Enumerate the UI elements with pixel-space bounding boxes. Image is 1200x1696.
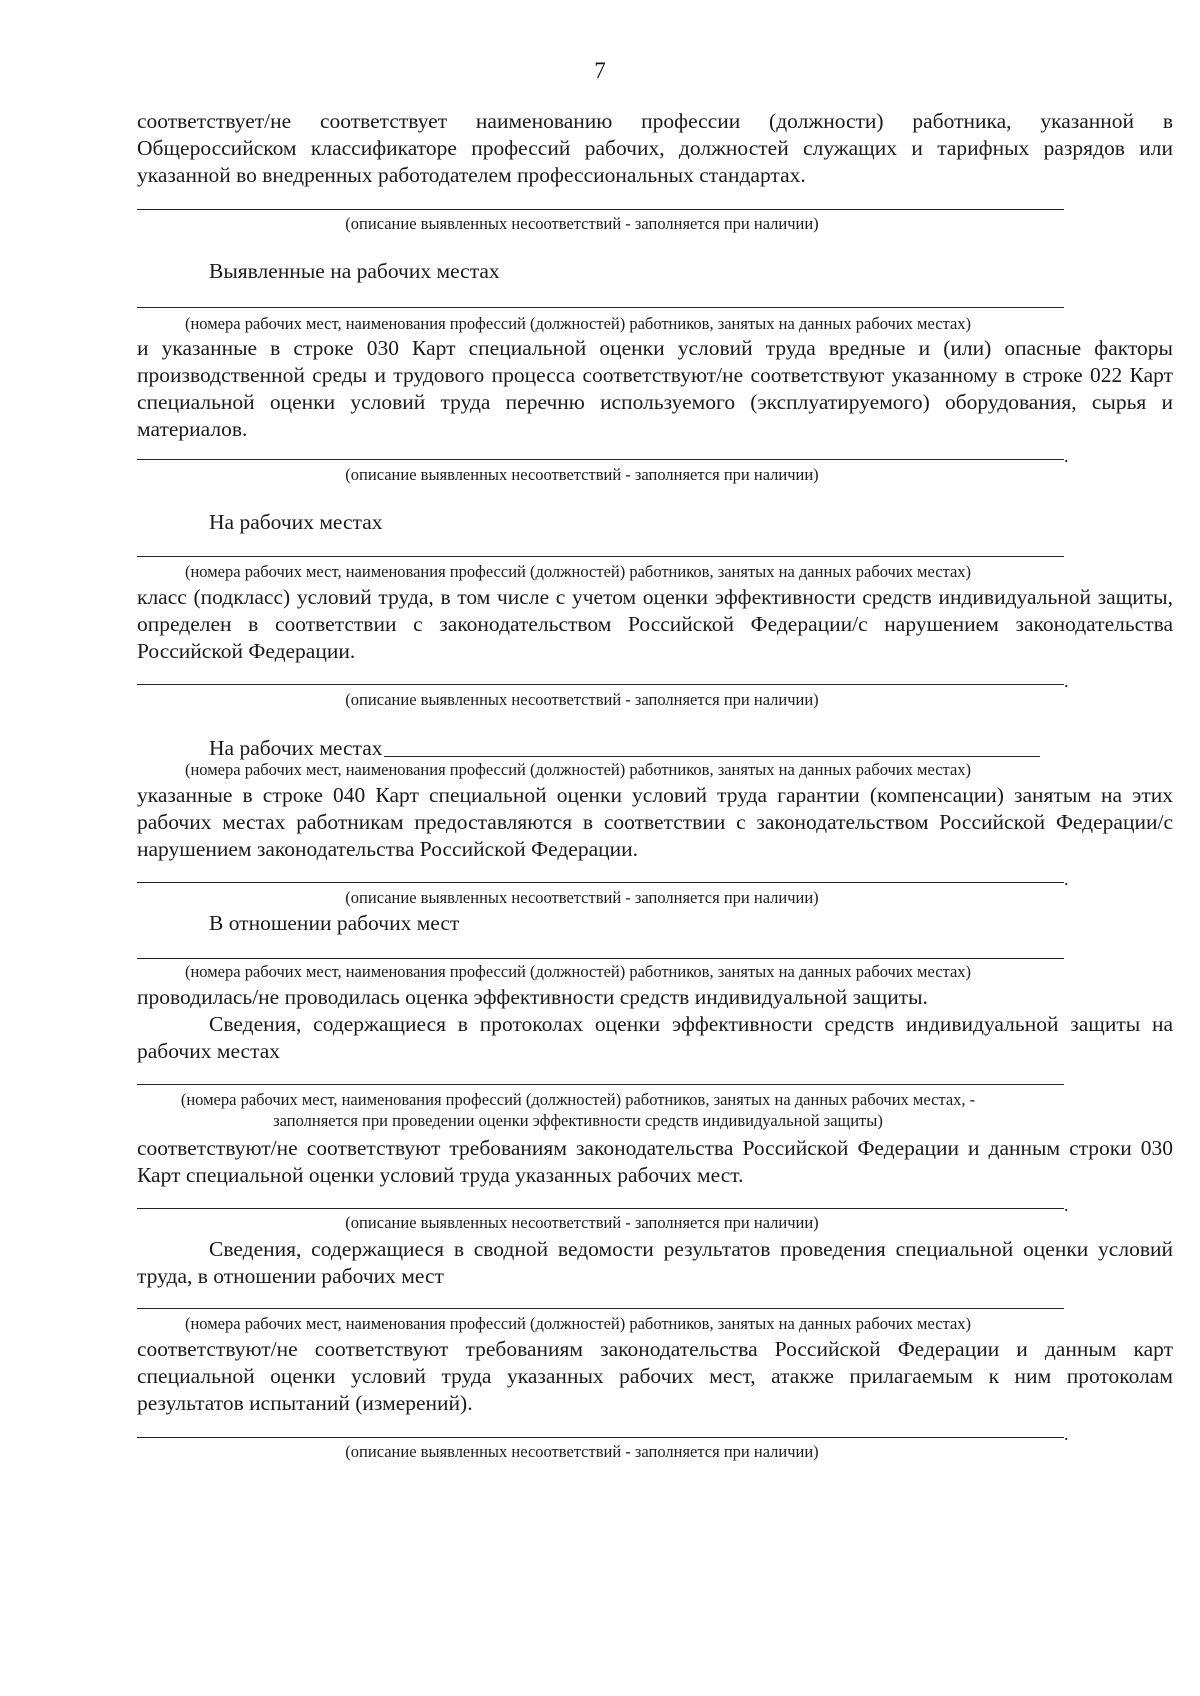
caption-workplaces: (номера рабочих мест, наименования профессий (должностей) работников, занятых на данных рабочих местах)	[184, 1314, 972, 1333]
heading-regarding-workplaces: В отношении рабочих мест	[209, 911, 460, 935]
paragraph-factors: и указанные в строке 030 Карт специальной оценки условий труда вредные и (или) опасные факторы производственной среды и трудового процесса соответствуют/не соответствуют указанному в строке 022 Карт специальной оценки условий труда перечню используемого (эксплуатируемого) оборудования, сырья и материалов.	[137, 336, 1173, 441]
fill-line[interactable]	[137, 307, 1064, 308]
paragraph-ppe-compliance: соответствуют/не соответствуют требованиям законодательства Российской Федерации и данным строки 030 Карт специальной оценки условий труда указанных рабочих мест.	[137, 1136, 1173, 1187]
caption-workplaces: (номера рабочих мест, наименования профессий (должностей) работников, занятых на данных рабочих местах)	[184, 562, 972, 581]
line-end-dot: .	[1064, 869, 1069, 889]
paragraph-working-conditions-class: класс (подкласс) условий труда, в том числе с учетом оценки эффективности средств индивидуальной защиты, определен в соответствии с законодательством Российской Федерации/с нарушением законодательства Российской Федерации.	[137, 585, 1173, 663]
caption-workplaces: (номера рабочих мест, наименования профессий (должностей) работников, занятых на данных рабочих местах)	[184, 314, 972, 333]
fill-line[interactable]	[137, 1437, 1064, 1438]
fill-line[interactable]	[137, 1208, 1064, 1209]
paragraph-profession-match: соответствует/не соответствует наименованию профессии (должности) работника, указанной в Общероссийском классификаторе профессий рабочих, должностей служащих и тарифных разрядов или указанной во внедренных работодателем профессиональных стандартах.	[137, 109, 1173, 187]
fill-line[interactable]	[137, 684, 1064, 685]
heading-at-workplaces-2	[137, 735, 1173, 762]
fill-line[interactable]	[137, 882, 1064, 883]
caption-workplaces-ppe-line1: (номера рабочих мест, наименования профессий (должностей) работников, занятых на данных рабочих местах, -	[180, 1090, 976, 1109]
heading-at-workplaces: На рабочих местах	[209, 510, 383, 534]
heading-identified-workplaces: Выявленные на рабочих местах	[209, 259, 500, 283]
paragraph-summary-compliance: соответствуют/не соответствуют требованиям законодательства Российской Федерации и данным карт специальной оценки условий труда указанных рабочих мест, атакже прилагаемым к ним протоколам результатов испытаний (измерений).	[137, 1337, 1173, 1415]
fill-line[interactable]	[137, 556, 1064, 557]
line-end-dot: .	[1064, 446, 1069, 466]
paragraph-guarantees: указанные в строке 040 Карт специальной оценки условий труда гарантии (компенсации) занятым на этих рабочих местах работникам предоставляются в соответствии с законодательством Российской Федерации/с нарушением законодательства Российской Федерации.	[137, 783, 1173, 861]
page-number: 7	[594, 58, 606, 83]
caption-workplaces: (номера рабочих мест, наименования профессий (должностей) работников, занятых на данных рабочих местах)	[184, 962, 972, 981]
caption-workplaces-ppe-line2: заполняется при проведении оценки эффективности средств индивидуальной защиты)	[273, 1111, 883, 1130]
caption-workplaces: (номера рабочих мест, наименования профессий (должностей) работников, занятых на данных рабочих местах)	[184, 760, 972, 779]
fill-line[interactable]	[137, 1308, 1064, 1309]
fill-line[interactable]	[137, 209, 1064, 210]
heading-at-workplaces-label: На рабочих местах	[209, 736, 383, 760]
line-end-dot: .	[1064, 1195, 1069, 1215]
fill-line-inline[interactable]	[384, 756, 1040, 757]
caption-description: (описание выявленных несоответствий - заполняется при наличии)	[345, 1442, 819, 1461]
caption-description: (описание выявленных несоответствий - заполняется при наличии)	[345, 888, 819, 907]
fill-line[interactable]	[137, 958, 1064, 959]
paragraph-ppe-evaluation: проводилась/не проводилась оценка эффективности средств индивидуальной защиты.	[137, 985, 928, 1009]
caption-description: (описание выявленных несоответствий - заполняется при наличии)	[345, 1213, 819, 1232]
paragraph-ppe-protocols: Сведения, содержащиеся в протоколах оценки эффективности средств индивидуальной защиты на рабочих местах	[137, 1012, 1173, 1063]
fill-line[interactable]	[137, 1084, 1064, 1085]
fill-line[interactable]	[137, 459, 1064, 460]
caption-description: (описание выявленных несоответствий - заполняется при наличии)	[345, 214, 819, 233]
caption-description: (описание выявленных несоответствий - заполняется при наличии)	[345, 690, 819, 709]
line-end-dot: .	[1064, 671, 1069, 691]
line-end-dot: .	[1064, 1424, 1069, 1444]
caption-description: (описание выявленных несоответствий - заполняется при наличии)	[345, 465, 819, 484]
paragraph-summary-statement: Сведения, содержащиеся в сводной ведомости результатов проведения специальной оценки условий труда, в отношении рабочих мест	[137, 1237, 1173, 1288]
